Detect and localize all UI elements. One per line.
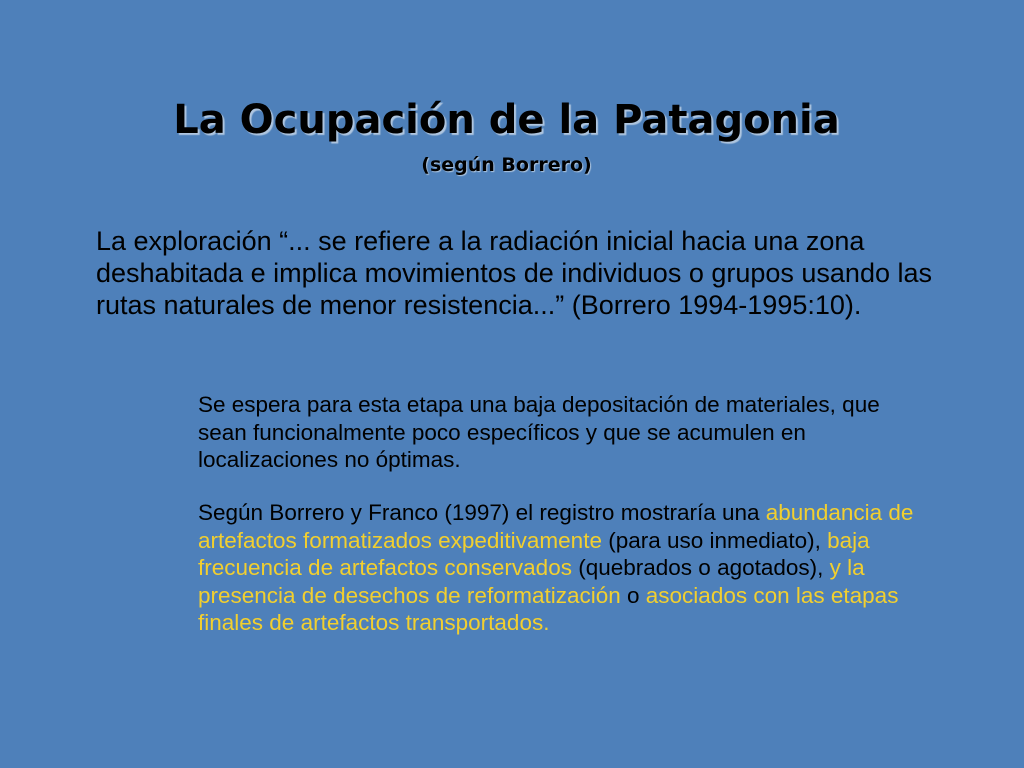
highlighted-text-segment: abundancia de artefactos formatizados expeditivamente [198, 500, 914, 553]
highlighted-text-segment: baja frecuencia de artefactos conservados [198, 527, 870, 580]
slide-subtitle: (según Borrero) [421, 154, 592, 176]
text-segment: o [620, 582, 646, 608]
highlighted-text-segment: asociados con las etapas finales de artefactos transportados. [198, 582, 899, 635]
text-segment: Según Borrero y Franco (1997) el registro mostraría una [198, 500, 766, 525]
paragraph-borrero-franco [198, 499, 928, 637]
slide-title: La Ocupación de la Patagonia [173, 97, 840, 143]
highlighted-text-segment: y la presencia de desechos de reformatización [198, 555, 865, 608]
text-segment: (quebrados o agotados), [571, 555, 830, 580]
paragraph-deposition: Se espera para esta etapa una baja depositación de materiales, que sean funcionalmente poco específicos y que se acumulen en localizaciones no óptimas. [198, 392, 880, 472]
text-segment: (para uso inmediato), [601, 527, 828, 553]
intro-paragraph: La exploración “... se refiere a la radiación inicial hacia una zona deshabitada e implica movimientos de individuos o grupos usando las rutas naturales de menor resistencia...” (Borrero 1994-1995:10). [96, 226, 932, 320]
